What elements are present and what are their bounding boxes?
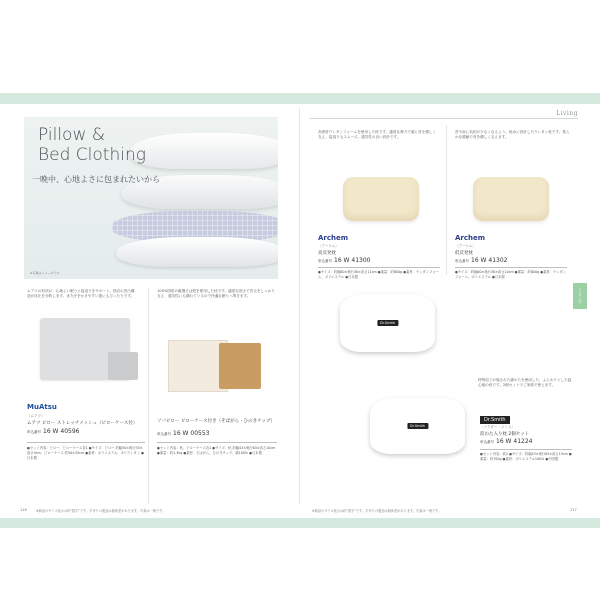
hero-title-line2: Bed Clothing [38,145,146,165]
intro-text-dr-smith: 特殊加工が施された綿わたを使用した、ふんわりとした寝心地の枕です。2個セットでご家族で使えます。 [478,378,572,387]
high-rebound-pillow-image [343,177,419,221]
footer-note-right: ※商品のサイズ表示は約“数字”です。手作りの製品は個体差があります。写真は一例です。 [312,509,442,513]
product-code [318,257,370,264]
column-divider [148,288,149,504]
low-rebound-pillow-image [473,177,549,221]
intro-text-archem-low: 首や肩に負担が少なくなるよう、低めに設計したウレタン枕です。柔らかな感触で首を優しく支えます。 [455,130,570,139]
hero-image [24,117,278,279]
side-index-tab[interactable]: リビング [573,283,587,309]
product-specs: ●サイズ：約幅60×奥行38×高さ10cm ●重量：約600g ●素材：ウレタンフォーム、ポリエステル ●日本製 [455,270,567,279]
product-name: 涙わた入り枕 2個セット [480,432,530,437]
page-number-right: 117 [570,508,577,512]
pillow-stack-top [130,133,278,169]
hero-subtitle: 一晩中、心地よさに包まれたいから [32,175,160,184]
page-number-left: 116 [20,508,27,512]
maker-label: 〈アーケム〉 [318,244,339,248]
product-name: ソバピロー ピローケース付き（そばがら・ひのきチップ） [157,419,276,424]
product-code [27,428,79,435]
intro-text-archem-high: 高密度ウレタンフォームを使用した枕です。適度な弾力で頭と首を優しく支え、寝返りもスムーズ。通気性の良い設計です。 [318,130,436,139]
product-specs: ●セット内容：枕2 ●サイズ：約幅43×奥行63×高さ15cm ●重量：約700g ●素材：ポリエステル100% ●中国製 [480,452,572,461]
product-name: 低反発枕 [455,251,473,256]
column-divider [446,125,447,275]
brand-muatsu: MuAtsu [27,403,57,411]
code-value: 16 W 41224 [496,438,533,445]
spec-divider [480,449,572,450]
code-label: 申込番号 [455,259,469,263]
code-label: 申込番号 [27,430,41,434]
spec-divider [27,442,145,443]
product-code [480,438,532,445]
brand-logo-dr-smith: Dr.Smith [480,416,510,424]
product-code [157,430,209,437]
bottom-color-band [0,518,600,528]
page-gutter [299,108,300,504]
maker-label: 〈アーケム〉 [455,244,476,248]
dr-smith-pillow-image [340,294,435,352]
pillow-stack-bottom [116,237,278,267]
top-color-band [0,93,600,104]
section-rule [310,118,578,119]
brand-logo-muatsu [27,403,57,411]
pillow-label-tag: Dr.Smith [407,423,428,429]
intro-text-soba: 100%国産の厳選そば殻を使用した枕です。適度な固さで首元をしっかり支え、通気性にも優れているので快適な眠りへ導きます。 [157,289,275,298]
code-value: 16 W 41300 [334,257,371,264]
code-value: 16 W 00553 [173,430,210,437]
code-label: 申込番号 [318,259,332,263]
hero-title-line1: Pillow & [38,125,106,145]
hero-note: ※写真はイメージです。 [30,271,63,275]
intro-text-muatsu: ムアツの形状が、心地よい眠りと寝返りをサポート。独自の凹凸構造が体圧を分散します。また汗をかきやすい夏にもぴったりです。 [27,289,135,298]
pillow-label-tag: Dr.Smith [377,320,398,326]
spec-divider [455,267,567,268]
product-name: 高反発枕 [318,251,336,256]
pillowcase-image [108,352,138,380]
code-label: 申込番号 [480,440,494,444]
code-value: 16 W 40596 [43,428,80,435]
maker-label: 〈ムアツ〉 [27,414,45,418]
product-name: ムアツ ピロー ストレッチメッシュ（ピローケース付） [27,421,138,426]
brand-logo-archem: Archem [318,234,349,242]
maker-label: 〈ドクター・スミス〉 [480,425,515,429]
code-label: 申込番号 [157,432,171,436]
code-value: 16 W 41302 [471,257,508,264]
footer-note-left: ※商品のサイズ表示は約“数字”です。手作りの製品は個体差があります。写真は一例です。 [36,509,166,513]
soba-cover-image [219,343,261,389]
hero-title [38,125,146,165]
brand-logo-archem: Archem [455,234,486,242]
product-specs: ●セット内容：ピロー、ピローケース各1 ●サイズ：ピロー 約幅50×奥行35×高さ9cm、ピローケース 約50×35cm ●素材：ポリエステル、ポリウレタン ●日本製 [27,446,145,460]
product-specs: ●セット内容：枕、ピローケース各1 ●サイズ：枕 約幅43×奥行63×高さ10cm ●重量：約1.3kg ●素材：そばがら、ひのきチップ、綿100% ●日本製 [157,446,276,455]
dr-smith-pillow-image [370,398,465,454]
product-specs: ●サイズ：約幅60×奥行38×高さ11cm ●重量：約600g ●素材：ウレタンフォーム、ポリエステル ●日本製 [318,270,439,279]
section-label: Living [556,110,578,117]
spec-divider [157,442,277,443]
spec-divider [318,267,440,268]
product-code [455,257,507,264]
